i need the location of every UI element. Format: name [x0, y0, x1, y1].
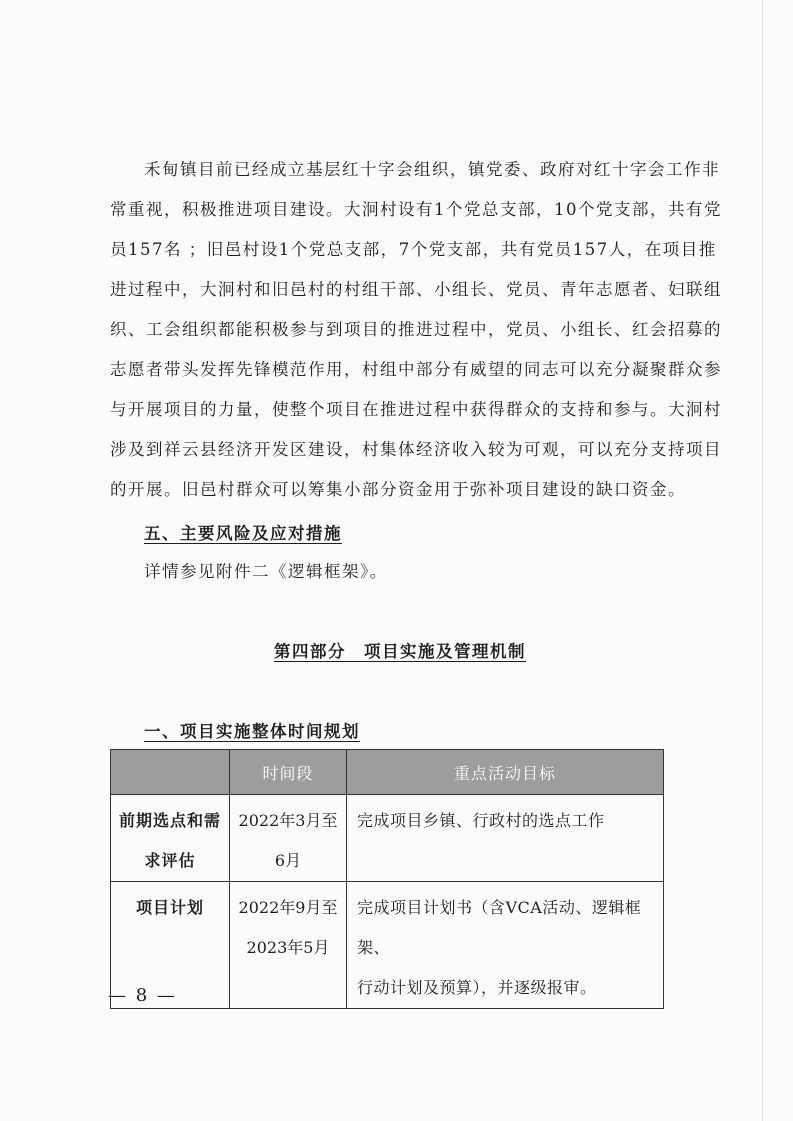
page-number: — 8 —: [108, 985, 177, 1006]
table-row: [111, 795, 664, 882]
paragraph-line: 的开展。旧邑村群众可以筹集小部分资金用于弥补项目建设的缺口资金。: [110, 480, 686, 499]
timeline-table: [110, 749, 664, 1009]
cell-line: 完成项目计划书（含VCA活动、逻辑框架、: [357, 898, 642, 957]
cell-line: 完成项目乡镇、行政村的选点工作: [357, 811, 605, 830]
paragraph-line: 常重视，积极推进项目建设。大泂村设有1个党总支部，10个党支部，共有党: [110, 200, 722, 219]
cell-line: 项目计划: [135, 898, 204, 917]
paragraph-organization: [110, 150, 722, 510]
paragraph-line: 织、工会组织都能积极参与到项目的推进过程中，党员、小组长、红会招募的: [110, 320, 722, 339]
part-title: 第四部分 项目实施及管理机制: [274, 642, 526, 661]
cell-line: 行动计划及预算），并逐级报审。: [357, 978, 597, 997]
cell-line: 2023年5月: [246, 938, 330, 957]
table-cell-period: [230, 882, 347, 1009]
paragraph-line: 与开展项目的力量，使整个项目在推进过程中获得群众的支持和参与。大泂村: [110, 400, 722, 419]
table-cell-goal: [347, 795, 664, 882]
cell-line: 6月: [274, 851, 302, 870]
paragraph-line: 进过程中，大泂村和旧邑村的村组干部、小组长、党员、青年志愿者、妇联组: [110, 280, 722, 299]
cell-line: 2022年3月至: [238, 811, 338, 830]
table-cell-goal: [347, 882, 664, 1009]
paragraph-line: 员157名 ；旧邑村设1个党总支部，7个党支部，共有党员157人，在项目推: [110, 240, 717, 259]
cell-line: 2022年9月至: [238, 898, 338, 917]
table-header-phase: [111, 750, 230, 795]
section-heading-risks: 五、主要风险及应对措施: [144, 524, 342, 543]
paragraph-line: 详情参见附件二《逻辑框架》。: [144, 562, 388, 581]
paragraph-line: 涉及到祥云县经济开发区建设，村集体经济收入较为可观，可以充分支持项目: [110, 440, 722, 459]
table-cell-phase: [111, 795, 230, 882]
table-cell-period: [230, 795, 347, 882]
table-header-row: [111, 750, 664, 795]
cell-line: 求评估: [144, 851, 196, 870]
table-header-goal: 重点活动目标: [347, 750, 664, 795]
table-header-period: 时间段: [230, 750, 347, 795]
subsection-heading-timeline: 一、项目实施整体时间规划: [144, 722, 360, 741]
page-edge: [762, 0, 763, 1121]
paragraph-line: 禾甸镇目前已经成立基层红十字会组织，镇党委、政府对红十字会工作非: [144, 160, 720, 179]
table-row: [111, 882, 664, 1009]
section-text-risks: [110, 552, 672, 592]
cell-line: 前期选点和需: [118, 811, 221, 830]
paragraph-line: 志愿者带头发挥先锋模范作用，村组中部分有威望的同志可以充分凝聚群众参: [110, 360, 722, 379]
